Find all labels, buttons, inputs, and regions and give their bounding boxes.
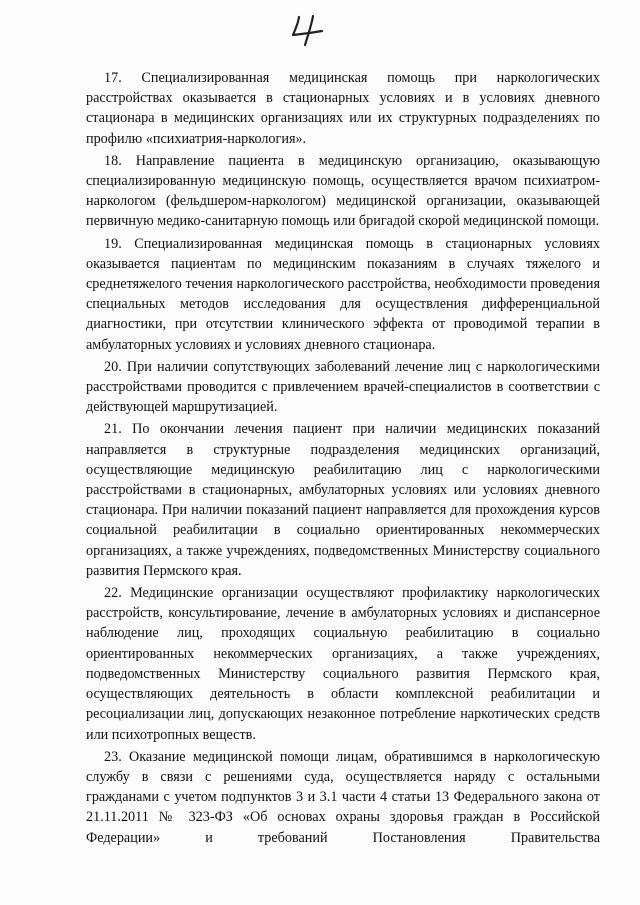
paragraph-22: 22. Медицинские организации осуществляют профилактику наркологических расстройств, консультирование, лечение в амбулаторных условиях и диспансерное наблюдение лиц, проходящих социальную реабилитацию в социально ориентированных некоммерческих организациях, а также учреждениях, подведомственных Министерству социального развития Пермского края, осуществляющих деятельность в области комплексной реабилитации и ресоциализации лиц, допускающих незаконное потребление наркотических средств или психотропных веществ.: [86, 585, 600, 743]
paragraph-23: 23. Оказание медицинской помощи лицам, обратившимся в наркологическую службу в связи с решениями суда, осуществляется наряду с остальными гражданами с учетом подпунктов 3 и 3.1 части 4 статьи 13 Федерального закона от 21.11.2011 № 323-ФЗ «Об основах охраны здоровья граждан в Российской Федерации» и требований Постановления Правительства: [86, 748, 600, 846]
handwritten-page-number: [289, 14, 329, 48]
document-body: [86, 68, 600, 850]
paragraph-19: 19. Специализированная медицинская помощь в стационарных условиях оказывается пациентам по медицинским показаниям в случаях тяжелого и среднетяжелого течения наркологического расстройства, необходимости проведения специальных методов исследования для осуществления дифференциальной диагностики, при отсутствии клинического эффекта от проводимой терапии в амбулаторных условиях и условиях дневного стационара.: [86, 235, 600, 353]
paragraph-18: 18. Направление пациента в медицинскую организацию, оказывающую специализированную медицинскую помощь, осуществляется врачом психиатром-наркологом (фельдшером-наркологом) медицинской организации, оказывающей первичную медико-санитарную помощь или бригадой скорой медицинской помощи.: [86, 152, 600, 230]
page-number-glyph: [289, 14, 329, 48]
paragraph-17: 17. Специализированная медицинская помощь при наркологических расстройствах оказывается в стационарных условиях и в условиях дневного стационара в медицинских организациях или их структурных подразделениях по профилю «психиатрия-наркология».: [86, 70, 600, 147]
paragraph-21: 21. По окончании лечения пациент при наличии медицинских показаний направляется в структурные подразделения медицинских организаций, осуществляющие медицинскую реабилитацию лиц с наркологическими расстройствами в стационарных, амбулаторных условиях или условиях дневного стационара. При наличии показаний пациент направляется для прохождения курсов социальной реабилитации в социально ориентированных некоммерческих организациях, а также учреждениях, подведомственных Министерству социального развития Пермского края.: [86, 421, 600, 579]
paragraph-20: 20. При наличии сопутствующих заболеваний лечение лиц с наркологическими расстройствами проводится с привлечением врачей-специалистов в соответствии с действующей маршрутизацией.: [86, 358, 600, 416]
